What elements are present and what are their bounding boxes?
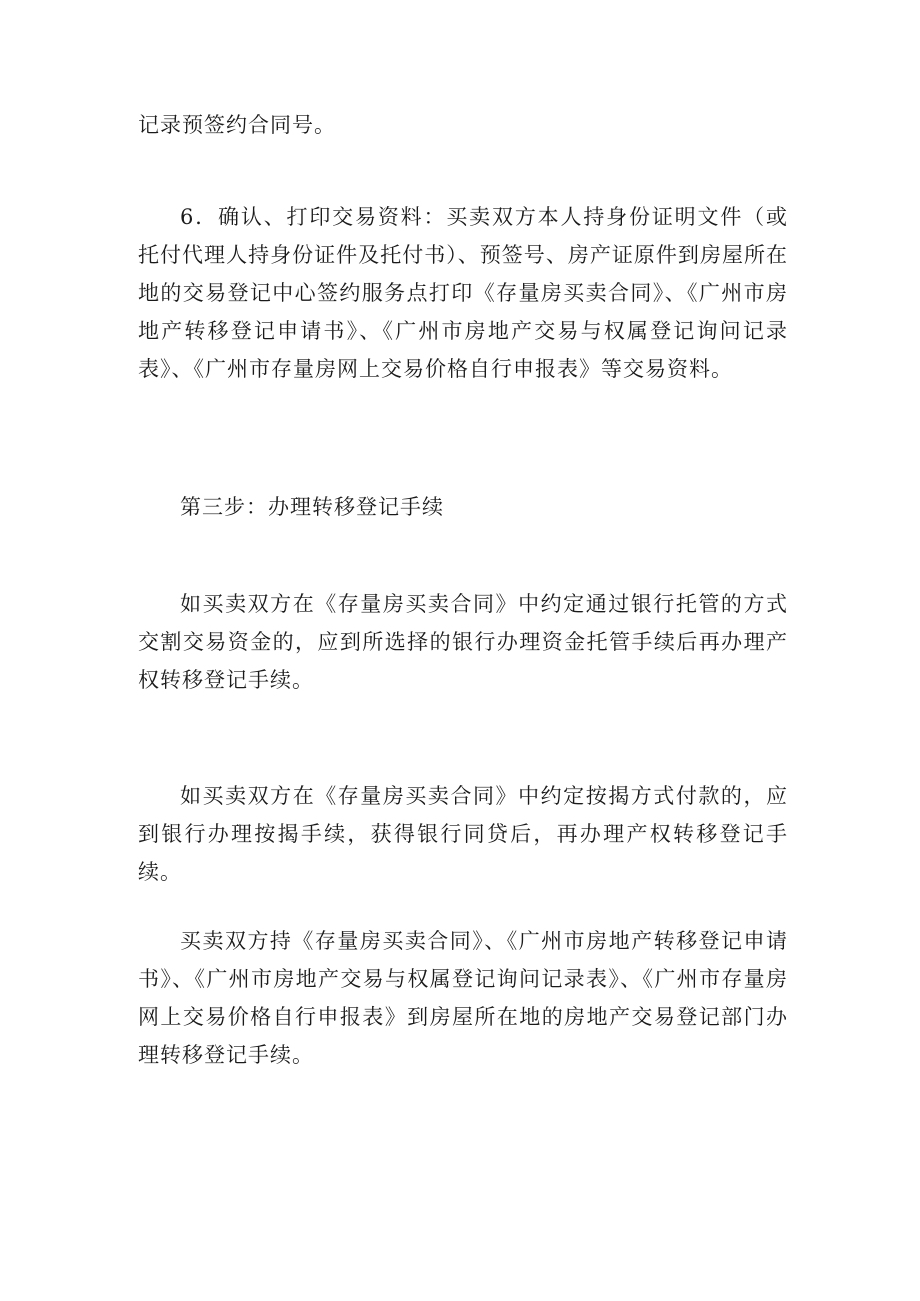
paragraph-step-6-print-materials: 6．确认、打印交易资料：买卖双方本人持身份证明文件（或托付代理人持身份证件及托付书）、预签号、房产证原件到房屋所在地的交易登记中心签约服务点打印《存量房买卖合同》、《广州市房地产转移登记申请书》、《广州市房地产交易与权属登记询问记录表》、《广州市存量房网上交易价格自行申报表》等交易资料。 — [138, 205, 788, 381]
paragraph-mortgage: 如买卖双方在《存量房买卖合同》中约定按揭方式付款的，应到银行办理按揭手续，获得银行同贷后，再办理产权转移登记手续。 — [138, 784, 788, 884]
paragraph-contract-number: 记录预签约合同号。 — [138, 113, 336, 137]
section-heading-step-3: 第三步：办理转移登记手续 — [180, 495, 444, 519]
paragraph-transfer-registration: 买卖双方持《存量房买卖合同》、《广州市房地产转移登记申请书》、《广州市房地产交易与权属登记询问记录表》、《广州市存量房网上交易价格自行申报表》到房屋所在地的房地产交易登记部门办理转移登记手续。 — [138, 929, 788, 1067]
paragraph-bank-escrow: 如买卖双方在《存量房买卖合同》中约定通过银行托管的方式交割交易资金的，应到所选择的银行办理资金托管手续后再办理产权转移登记手续。 — [138, 592, 788, 692]
